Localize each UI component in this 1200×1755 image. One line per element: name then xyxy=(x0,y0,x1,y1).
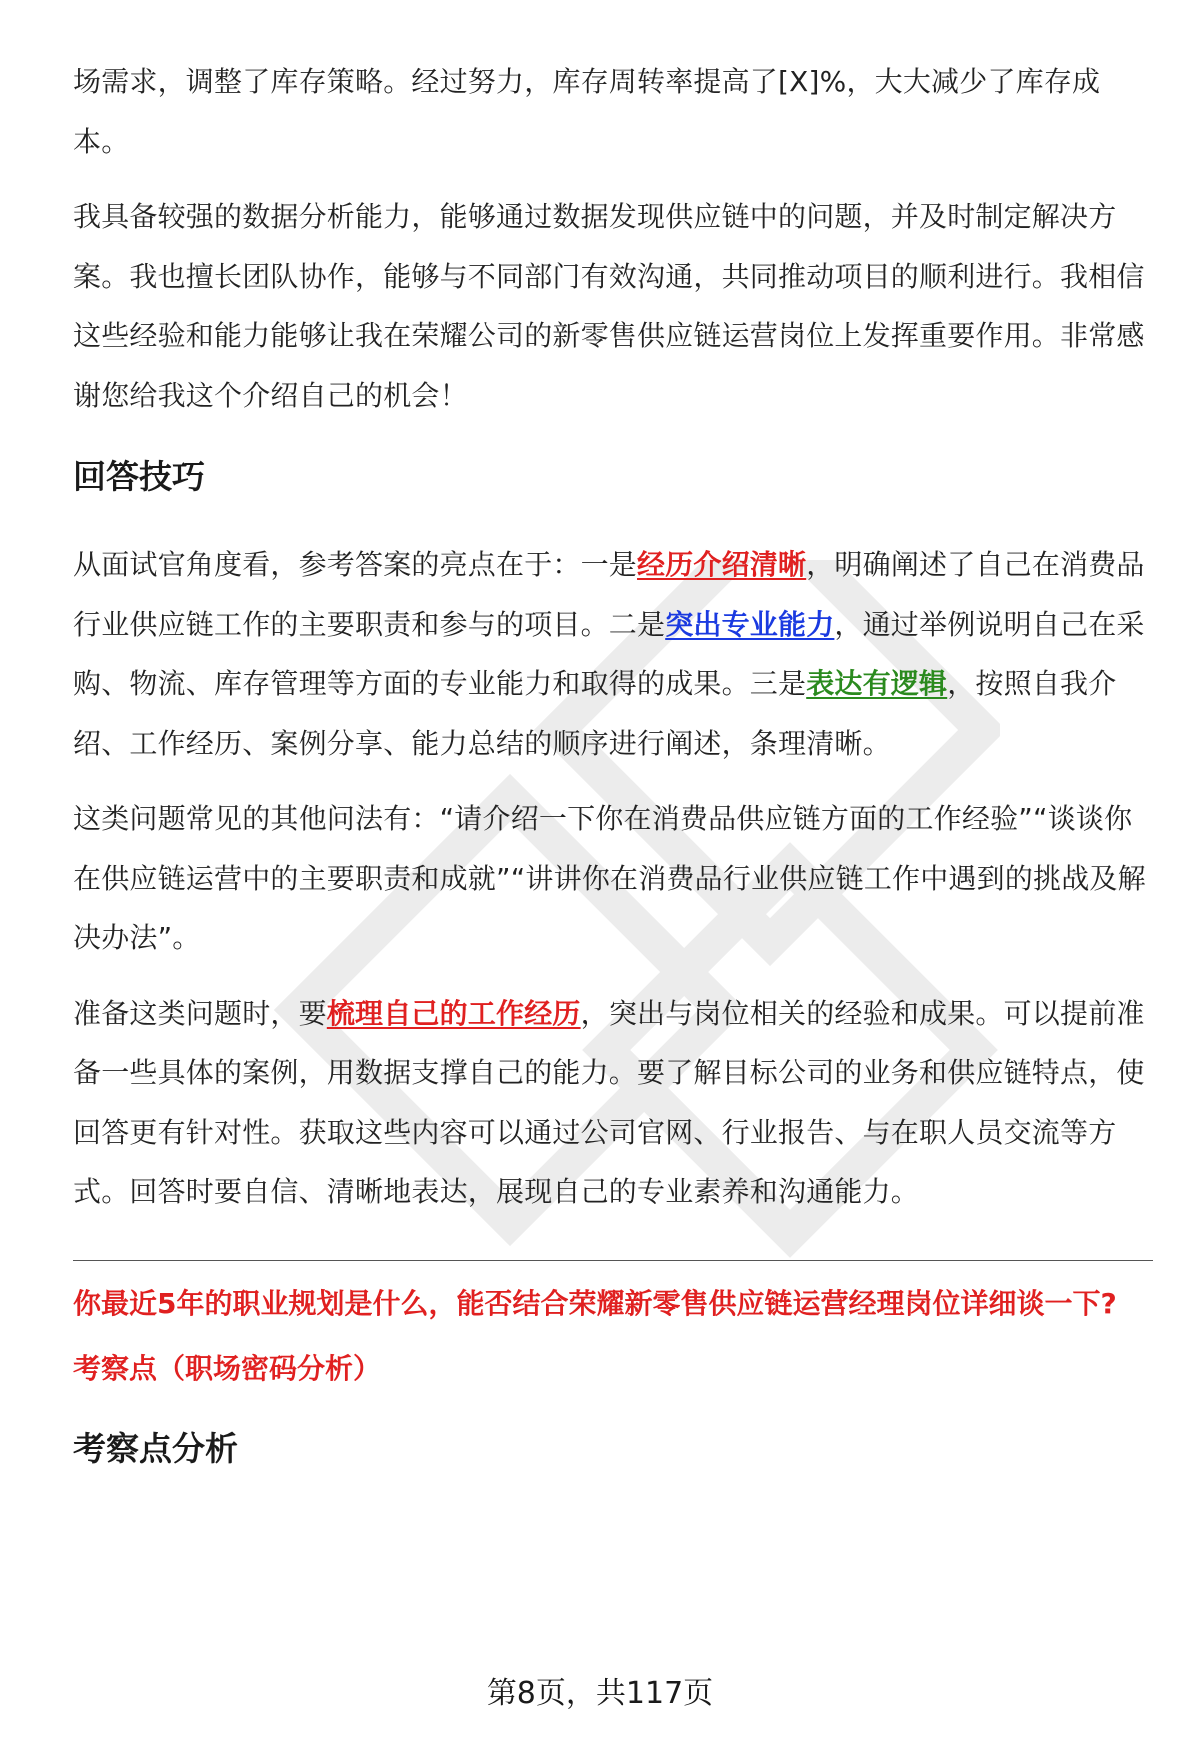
exam-point-label: 考察点（职场密码分析） xyxy=(73,1351,382,1385)
paragraph-alternative-questions: 这类问题常见的其他问法有：“请介绍一下你在消费品供应链方面的工作经验”“谈谈你在供应链运营中的主要职责和成就”“讲讲你在消费品行业供应链工作中遇到的挑战及解决办法”。 xyxy=(73,802,1146,954)
paragraph-abilities: 我具备较强的数据分析能力，能够通过数据发现供应链中的问题，并及时制定解决方案。我也擅长团队协作，能够与不同部门有效沟通，共同推动项目的顺利进行。我相信这些经验和能力能够让我在荣耀公司的新零售供应链运营岗位上发挥重要作用。非常感谢您给我这个介绍自己的机会！ xyxy=(73,200,1145,412)
section-title-answer-tips: 回答技巧 xyxy=(73,457,205,496)
exam-point-analysis-title: 考察点分析 xyxy=(73,1428,238,1468)
text-segment: ，通过举例说明自己在采购、物流、库存管理等方面的专业能力和取得的成果。三是 xyxy=(73,607,1145,700)
text-segment: ，明确阐述了自己在消费品行业供应链工作的主要职责和参与的项目。二是 xyxy=(73,548,1145,641)
text-segment: 准备这类问题时，要 xyxy=(73,996,327,1030)
section-divider xyxy=(73,1260,1153,1261)
text-segment: 从面试官角度看，参考答案的亮点在于：一是 xyxy=(73,548,638,581)
paragraph-tips-highlights xyxy=(73,535,1153,773)
highlight-professional-ability: 突出专业能力 xyxy=(665,607,835,641)
highlight-sort-experience: 梳理自己的工作经历 xyxy=(326,996,581,1030)
text-segment: ，按照自我介绍、工作经历、案例分享、能力总结的顺序进行阐述，条理清晰。 xyxy=(73,667,1117,760)
paragraph-preparation xyxy=(73,984,1153,1222)
text-segment: ，突出与岗位相关的经验和成果。可以提前准备一些具体的案例，用数据支撑自己的能力。要了解目标公司的业务和供应链特点，使回答更有针对性。获取这些内容可以通过公司官网、行业报告、与在职人员交流等方式。回答时要自信、清晰地表达，展现自己的专业素养和沟通能力。 xyxy=(73,996,1145,1208)
highlight-logical-expression: 表达有逻辑 xyxy=(806,667,948,700)
document-content xyxy=(73,52,1153,1477)
page-footer: 第8页，共117页 xyxy=(486,1676,714,1711)
paragraph-inventory: 场需求，调整了库存策略。经过努力，库存周转率提高了[X]%，大大减少了库存成本。 xyxy=(73,65,1101,158)
highlight-clear-experience: 经历介绍清晰 xyxy=(637,548,807,581)
next-question: 你最近5年的职业规划是什么，能否结合荣耀新零售供应链运营经理岗位详细谈一下? xyxy=(73,1286,1117,1320)
